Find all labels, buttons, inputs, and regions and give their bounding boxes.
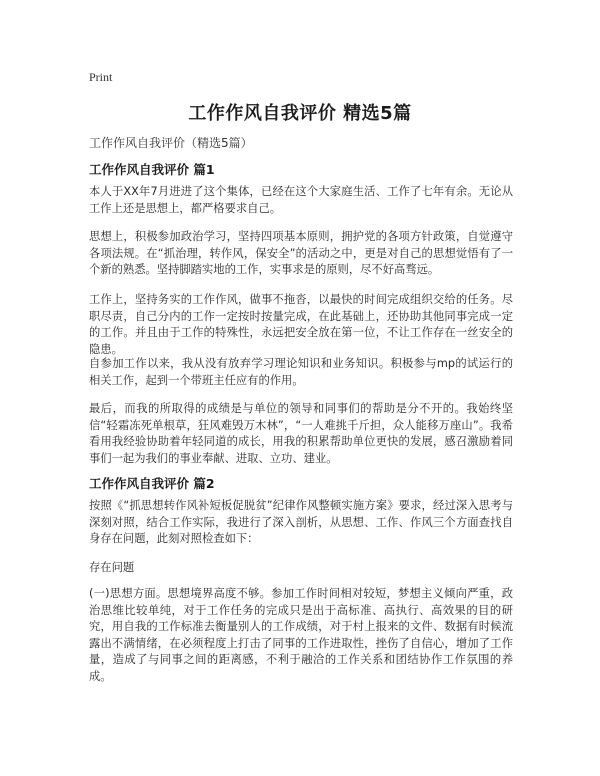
- section-heading: 工作作风自我评价 篇2: [89, 476, 215, 491]
- document-subtitle: 工作作风自我评价（精选5篇）: [89, 136, 253, 150]
- document-title: 工作作风自我评价 精选5篇: [188, 103, 412, 124]
- paragraph: 本人于XX年7月进进了这个集体，已经在这个大家庭生活、工作了七年有余。无论从工作上还是思想上，都严格要求自己。: [89, 185, 513, 215]
- paragraph: 存在问题: [89, 561, 135, 574]
- paragraph: (一)思想方面。思想境界高度不够。参加工作时间相对较短，梦想主义倾向严重，政治思维比较单纯，对于工作任务的完成只是出于高标准、高执行、高效果的目的研究，用自我的工作标准去衡量别人的工作成绩，对于村上报来的文件、数据有时候流露出不满情绪，在必须程度上打击了同事的工作进取性，挫伤了自信心，增加了工作量，造成了与同事之间的距离感，不利于融洽的工作关系和团结协作工作氛围的养成。: [89, 587, 513, 683]
- print-link[interactable]: Print: [89, 70, 113, 84]
- section-heading: 工作作风自我评价 篇1: [89, 162, 215, 177]
- paragraph: 自参加工作以来，我从没有放弃学习理论知识和业务知识。积极参与mp的试运行的相关工作，起到一个带班主任应有的作用。: [89, 357, 513, 387]
- paragraph: 按照《“抓思想转作风补短板促脱贫”纪律作风整顿实施方案》要求，经过深入思考与深刻对照，结合工作实际，我进行了深入剖析，从思想、工作、作风三个方面查找自身存在问题，此刻对照检查如下：: [89, 499, 513, 545]
- paragraph: 最后，而我的所取得的成绩是与单位的领导和同事们的帮助是分不开的。我始终坚信“轻霜冻死单根草，狂风难毁万木林”，“一人难挑千斤担，众人能移万座山”。我希看用我经验协助着年轻同道的成长，用我的积累帮助单位更快的发展，感召激励着同事们一起为我们的事业奉献、进取、立功、建业。: [89, 402, 513, 465]
- paragraph: 工作上，坚持务实的工作作风，做事不拖沓，以最快的时间完成组织交给的任务。尽职尽责，自己分内的工作一定按时按量完成，在此基础上，还协助其他同事完成一定的工作。并且由于工作的特殊性，永远把安全放在第一位，不让工作存在一丝安全的隐患。: [89, 293, 513, 356]
- paragraph: 思想上，积极参加政治学习，坚持四项基本原则，拥护党的各项方针政策，自觉遵守各项法规。在“抓治理，转作风，保安全”的活动之中，更是对自己的思想觉悟有了一个新的熟悉。坚持脚踏实地的工作，实事求是的原则，尽不好高骛远。: [89, 230, 513, 276]
